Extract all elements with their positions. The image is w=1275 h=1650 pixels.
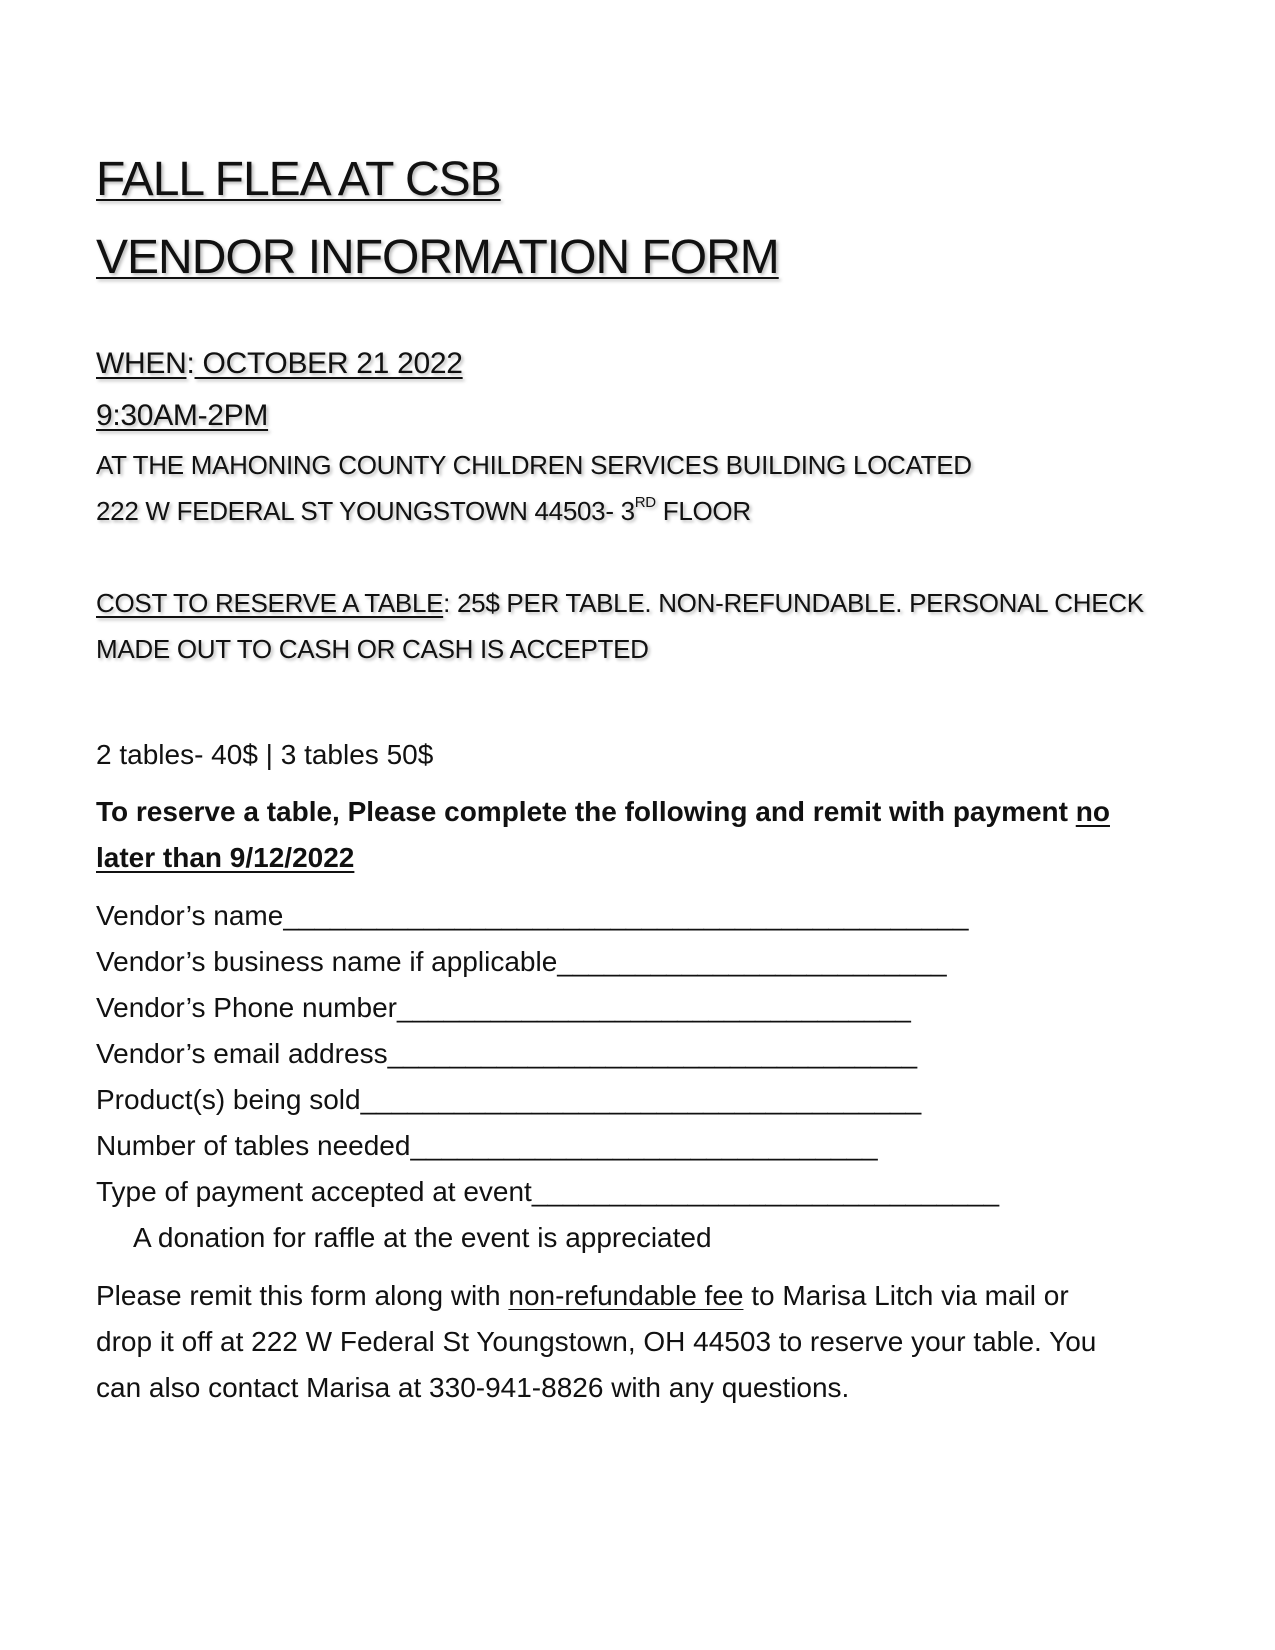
field-blank-line[interactable]: ____________________________________________ [283,900,969,931]
field-blank-line[interactable]: __________________________________ [387,1038,918,1069]
table-pricing: 2 tables- 40$ | 3 tables 50$ [96,739,434,770]
field-label: Vendor’s name [96,900,284,931]
address-superscript: RD [634,494,656,511]
deadline: later than 9/12/2022 [96,842,355,873]
field-label: Type of payment accepted at event [96,1176,532,1207]
event-date [96,345,463,383]
closing-text: Please remit this form along with [96,1280,509,1311]
closing-line-2: drop it off at 222 W Federal St Youngstown, OH 44503 to reserve your table. You [96,1326,1097,1357]
fee-underlined: non-refundable fee [508,1280,744,1311]
when-label: WHEN [96,347,187,380]
cost-line-2: MADE OUT TO CASH OR CASH IS ACCEPTED [96,634,649,664]
field-products[interactable] [96,1082,921,1118]
when-colon: : [186,347,195,380]
field-blank-line[interactable]: _________________________________ [396,992,911,1023]
closing-line-3: can also contact Marisa at 330-941-8826 with any questions. [96,1372,850,1403]
field-business-name[interactable] [96,944,947,980]
field-label: Product(s) being sold [96,1084,361,1115]
field-label: Vendor’s business name if applicable [96,946,558,977]
field-email[interactable] [96,1036,917,1072]
closing-text-2: to Marisa Litch via mail or [743,1280,1069,1311]
field-vendor-name[interactable] [96,898,969,934]
event-location: AT THE MAHONING COUNTY CHILDREN SERVICES BUILDING LOCATED [96,450,972,480]
field-tables-needed[interactable] [96,1128,878,1164]
form-title: FALL FLEA AT CSB [96,153,501,206]
address-floor: FLOOR [655,496,751,526]
field-label: Vendor’s email address [96,1038,388,1069]
field-label: Vendor’s Phone number [96,992,397,1023]
field-payment-type[interactable] [96,1174,999,1210]
form-subtitle: VENDOR INFORMATION FORM [96,231,779,284]
donation-note: A donation for raffle at the event is appreciated [133,1222,712,1253]
deadline-start: no [1075,796,1110,827]
field-blank-line[interactable]: ______________________________ [410,1130,878,1161]
instructions-line-1 [96,794,1110,830]
closing-line-1 [96,1278,1069,1314]
when-date: OCTOBER 21 2022 [194,347,463,380]
field-blank-line[interactable]: ______________________________ [531,1176,1000,1207]
address-main: 222 W FEDERAL ST YOUNGSTOWN 44503- 3 [96,496,635,526]
cost-label: COST TO RESERVE A TABLE [96,588,444,618]
cost-line-1 [96,586,1144,620]
field-label: Number of tables needed [96,1130,411,1161]
cost-text: : 25$ PER TABLE. NON-REFUNDABLE. PERSONAL CHECK [443,588,1144,618]
instructions-text: To reserve a table, Please complete the following and remit with payment [96,796,1076,827]
event-time: 9:30AM-2PM [96,399,269,432]
field-blank-line[interactable]: _________________________ [557,946,947,977]
field-phone[interactable] [96,990,911,1026]
field-blank-line[interactable]: ____________________________________ [360,1084,922,1115]
event-address [96,494,751,528]
